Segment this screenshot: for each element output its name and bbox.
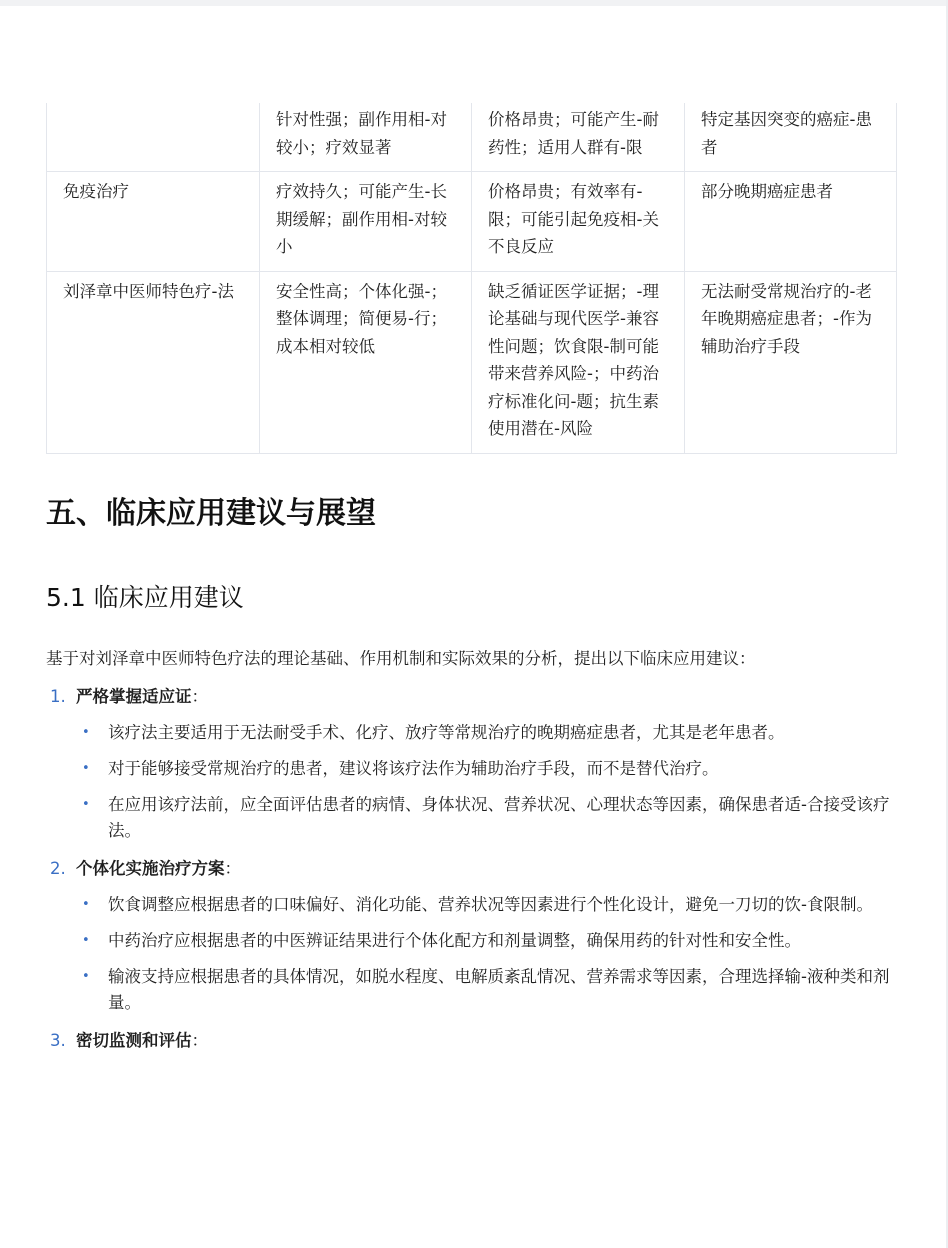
subsection-heading: 5.1 临床应用建议	[46, 582, 244, 612]
bullet-icon: •	[82, 968, 90, 984]
recommendation-list	[46, 684, 896, 1054]
title-colon: ：	[191, 1030, 208, 1050]
list-item: • 中药治疗应根据患者的中医辨证结果进行个体化配方和剂量调整，确保用药的针对性和安全性。	[46, 928, 896, 954]
table-row	[47, 172, 897, 272]
table-cell: 特定基因突变的癌症-患者	[685, 103, 897, 172]
list-item: • 饮食调整应根据患者的口味偏好、消化功能、营养状况等因素进行个性化设计，避免一刀切的饮-食限制。	[46, 892, 896, 918]
table-row	[47, 103, 897, 172]
table-cell: 价格昂贵；有效率有-限；可能引起免疫相-关不良反应	[472, 172, 685, 272]
table-cell: 安全性高；个体化强-；整体调理；简便易-行；成本相对较低	[260, 271, 472, 453]
sub-list	[46, 720, 896, 844]
table-cell: 无法耐受常规治疗的-老年晚期癌症患者；-作为辅助治疗手段	[685, 271, 897, 453]
table-cell: 部分晚期癌症患者	[685, 172, 897, 272]
bullet-icon: •	[82, 724, 90, 740]
comparison-table	[46, 103, 897, 454]
bullet-icon: •	[82, 760, 90, 776]
recommendation-title: 密切监测和评估	[76, 1030, 192, 1050]
recommendation-title: 严格掌握适应证	[76, 686, 192, 706]
bullet-icon: •	[82, 896, 90, 912]
table-cell: 疗效持久；可能产生-长期缓解；副作用相-对较小	[260, 172, 472, 272]
document-body	[46, 103, 896, 1064]
recommendation-item	[46, 684, 896, 844]
table-cell: 免疫治疗	[47, 172, 260, 272]
section-heading: 五、临床应用建议与展望	[46, 495, 376, 531]
bullet-icon: •	[82, 932, 90, 948]
list-item: • 在应用该疗法前，应全面评估患者的病情、身体状况、营养状况、心理状态等因素，确保患者适-合接受该疗法。	[46, 792, 896, 844]
table-cell	[47, 103, 260, 172]
list-item: • 对于能够接受常规治疗的患者，建议将该疗法作为辅助治疗手段，而不是替代治疗。	[46, 756, 896, 782]
list-number: 3.	[50, 1030, 66, 1050]
table-cell: 价格昂贵；可能产生-耐药性；适用人群有-限	[472, 103, 685, 172]
list-number: 2.	[50, 858, 66, 878]
table-cell: 缺乏循证医学证据；-理论基础与现代医学-兼容性问题；饮食限-制可能带来营养风险-；中药治疗标准化问-题；抗生素使用潜在-风险	[472, 271, 685, 453]
top-strip	[0, 0, 948, 6]
sub-list	[46, 892, 896, 1016]
table-cell: 针对性强；副作用相-对较小；疗效显著	[260, 103, 472, 172]
recommendation-item	[46, 1028, 896, 1054]
title-colon: ：	[191, 686, 208, 706]
table-cell: 刘泽章中医师特色疗-法	[47, 271, 260, 453]
recommendation-title: 个体化实施治疗方案	[76, 858, 225, 878]
list-number: 1.	[50, 686, 66, 706]
intro-paragraph: 基于对刘泽章中医师特色疗法的理论基础、作用机制和实际效果的分析，提出以下临床应用建议：	[46, 648, 756, 668]
recommendation-item	[46, 856, 896, 1016]
list-item: • 该疗法主要适用于无法耐受手术、化疗、放疗等常规治疗的晚期癌症患者，尤其是老年患者。	[46, 720, 896, 746]
bullet-icon: •	[82, 796, 90, 812]
title-colon: ：	[224, 858, 241, 878]
table-row	[47, 271, 897, 453]
list-item: • 输液支持应根据患者的具体情况，如脱水程度、电解质紊乱情况、营养需求等因素，合理选择输-液种类和剂量。	[46, 964, 896, 1016]
